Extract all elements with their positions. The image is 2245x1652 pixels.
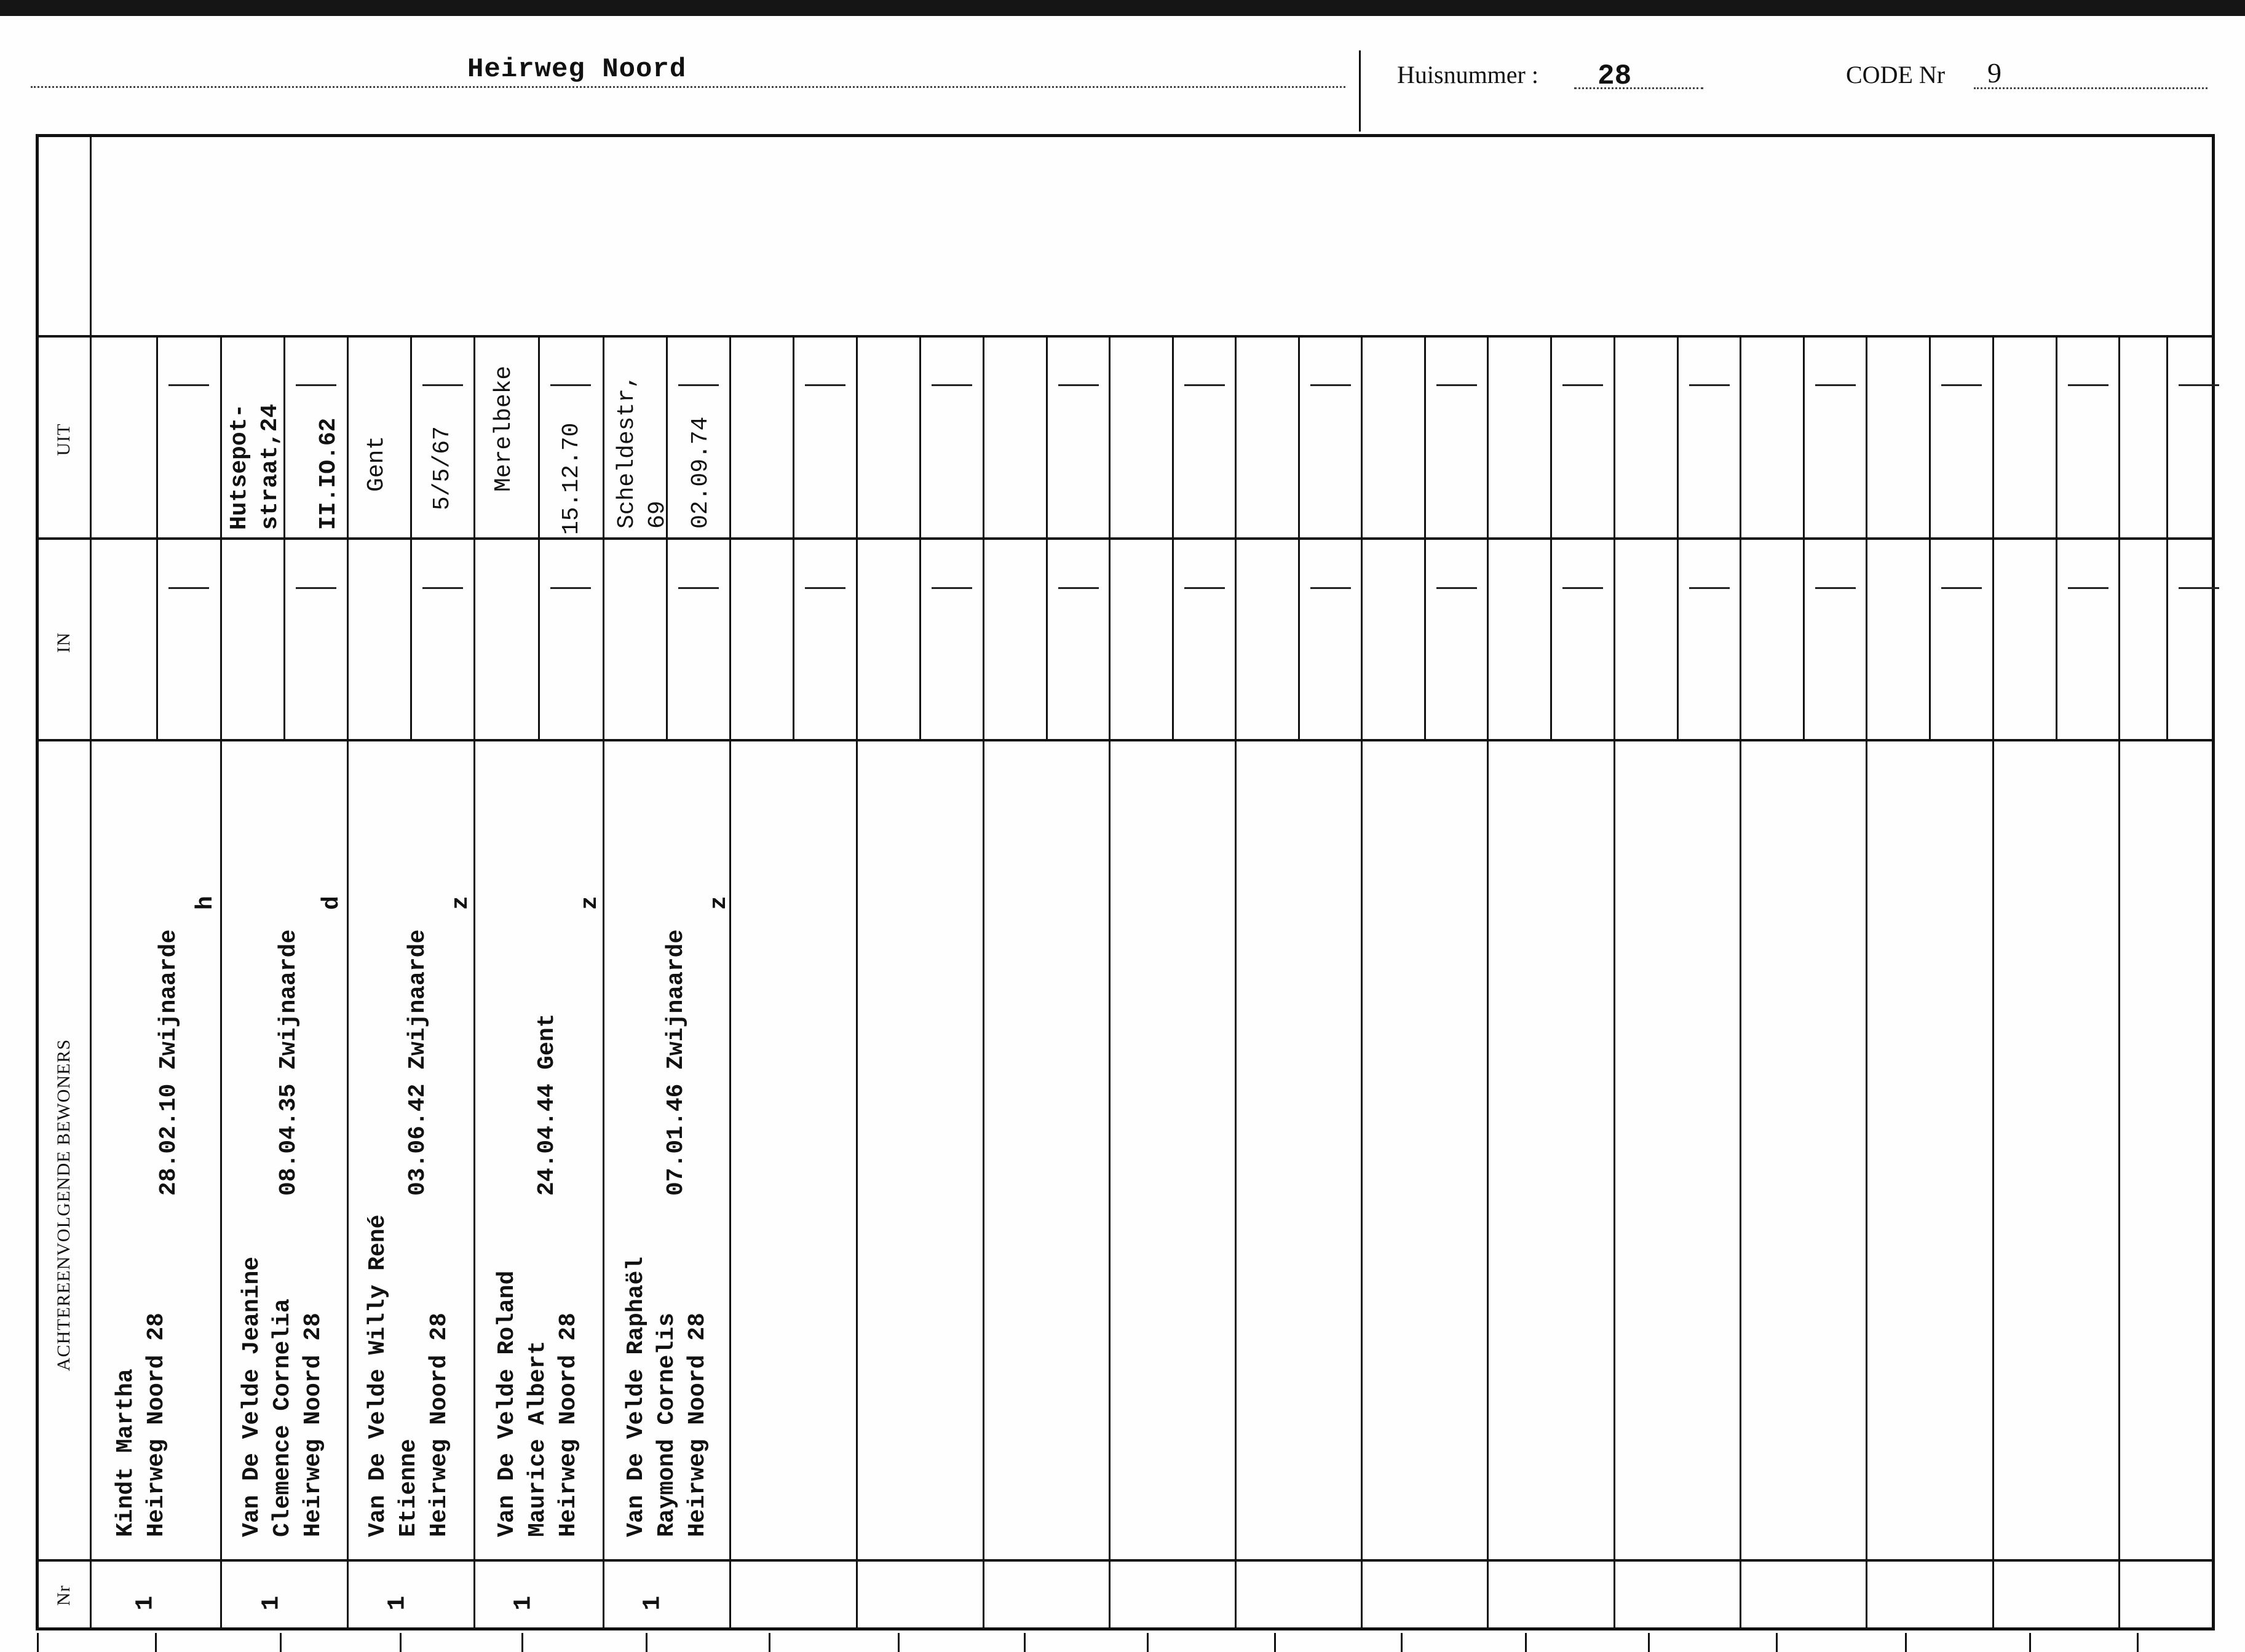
column-divider xyxy=(1109,338,1111,1628)
bottom-tick xyxy=(1776,1633,1778,1652)
bottom-tick xyxy=(1274,1633,1276,1652)
entry-3-uit-place: Gent xyxy=(363,435,390,492)
entry-5-nr: 1 xyxy=(639,1595,667,1611)
in-date-dash xyxy=(805,587,845,589)
entry-4-nr: 1 xyxy=(510,1595,538,1611)
row-label-bewoners: ACHTEREENVOLGENDE BEWONERS xyxy=(53,1038,74,1372)
uit-date-dash xyxy=(1184,384,1225,386)
subcolumn-divider xyxy=(1424,338,1426,739)
column-divider xyxy=(1866,338,1867,1628)
in-date-dash xyxy=(932,587,972,589)
house-number-dotted-line xyxy=(1574,87,1703,89)
house-number-value: 28 xyxy=(1598,60,1632,92)
entry-3-uit-date: 5/5/67 xyxy=(429,426,456,510)
entry-3-name: Van De Velde Willy René Etienne Heirweg Noord 28 xyxy=(365,1214,453,1537)
column-divider xyxy=(347,338,349,1628)
bottom-tick xyxy=(1147,1633,1149,1652)
uit-date-dash xyxy=(2068,384,2108,386)
row-label-uit: UIT xyxy=(53,423,74,456)
street-name: Heirweg Noord xyxy=(467,54,687,85)
subcolumn-divider xyxy=(2056,338,2057,739)
bottom-tick xyxy=(1905,1633,1907,1652)
uit-date-dash xyxy=(2179,384,2219,386)
subcolumn-divider xyxy=(410,338,412,739)
bottom-tick xyxy=(1648,1633,1650,1652)
entry-2-uit-date: II.IO.62 xyxy=(315,417,342,530)
in-date-dash xyxy=(678,587,719,589)
in-date-dash xyxy=(296,587,336,589)
column-divider xyxy=(603,338,604,1628)
entry-1-name: Kindt Martha Heirweg Noord 28 xyxy=(113,1313,170,1537)
divider-label-top xyxy=(38,335,92,338)
subcolumn-divider xyxy=(156,338,158,739)
entry-4-birth: 24.04.44 Gent xyxy=(534,1013,560,1196)
subcolumn-divider xyxy=(793,338,794,739)
entry-4-name: Van De Velde Roland Maurice Albert Heirweg Noord 28 xyxy=(494,1270,582,1537)
column-divider xyxy=(856,338,858,1628)
entry-5-uit-date: 02.09.74 xyxy=(687,416,714,529)
subcolumn-divider xyxy=(538,338,540,739)
in-date-dash xyxy=(550,587,591,589)
bottom-tick xyxy=(521,1633,523,1652)
in-date-dash xyxy=(1058,587,1099,589)
row-label-nr: Nr xyxy=(53,1585,74,1606)
entry-3-birth: 03.06.42 Zwijnaarde xyxy=(405,929,431,1196)
entry-4-uit-date: 15.12.70 xyxy=(558,422,585,535)
column-divider xyxy=(729,338,731,1628)
column-divider xyxy=(1740,338,1741,1628)
entry-4-mark: z xyxy=(577,896,603,910)
in-date-dash xyxy=(2068,587,2108,589)
in-date-dash xyxy=(1184,587,1225,589)
entry-3-mark: z xyxy=(448,896,474,910)
uit-date-dash xyxy=(168,384,209,386)
subcolumn-divider xyxy=(1550,338,1552,739)
divider-uit-in xyxy=(38,537,2214,540)
bottom-tick xyxy=(769,1633,770,1652)
uit-date-dash xyxy=(1689,384,1730,386)
column-divider xyxy=(1235,338,1237,1628)
label-column-divider xyxy=(90,136,92,1628)
subcolumn-divider xyxy=(1803,338,1805,739)
header-separator xyxy=(1359,50,1361,132)
entry-1-mark: h xyxy=(192,896,219,910)
uit-date-dash xyxy=(550,384,591,386)
entry-2-uit-place: Hutsepot- straat,24 xyxy=(226,403,283,530)
in-date-dash xyxy=(1815,587,1856,589)
uit-date-dash xyxy=(1815,384,1856,386)
uit-date-dash xyxy=(1058,384,1099,386)
uit-date-dash xyxy=(1436,384,1477,386)
in-date-dash xyxy=(1689,587,1730,589)
uit-date-dash xyxy=(1562,384,1603,386)
in-date-dash xyxy=(168,587,209,589)
bottom-tick xyxy=(37,1633,39,1652)
uit-date-dash xyxy=(422,384,463,386)
code-value: 9 xyxy=(1987,57,2001,89)
bottom-tick xyxy=(280,1633,282,1652)
divider-in-bewoners xyxy=(38,739,2214,741)
entry-2-birth: 08.04.35 Zwijnaarde xyxy=(275,929,302,1196)
entry-5-name: Van De Velde Raphaël Raymond Cornelis Heirweg Noord 28 xyxy=(623,1256,711,1537)
bottom-tick xyxy=(2137,1633,2139,1652)
entry-1-nr: 1 xyxy=(132,1595,160,1611)
bottom-tick xyxy=(898,1633,900,1652)
entry-2-nr: 1 xyxy=(258,1595,286,1611)
entry-5-birth: 07.01.46 Zwijnaarde xyxy=(663,929,689,1196)
bottom-tick xyxy=(400,1633,402,1652)
column-divider xyxy=(1487,338,1489,1628)
row-label-in: IN xyxy=(53,632,74,653)
entry-4-uit-place: Merelbeke xyxy=(491,365,517,492)
bottom-tick xyxy=(2029,1633,2031,1652)
bottom-tick xyxy=(1525,1633,1527,1652)
entry-5-uit-place: Scheldestr, 69 xyxy=(614,374,671,529)
subcolumn-divider xyxy=(1172,338,1174,739)
street-dotted-line xyxy=(31,86,1345,88)
uit-date-dash xyxy=(805,384,845,386)
subcolumn-divider xyxy=(283,338,285,739)
uit-date-dash xyxy=(932,384,972,386)
in-date-dash xyxy=(1941,587,1982,589)
bottom-tick xyxy=(1024,1633,1026,1652)
uit-date-dash xyxy=(296,384,336,386)
subcolumn-divider xyxy=(1046,338,1048,739)
in-date-dash xyxy=(2179,587,2219,589)
subcolumn-divider xyxy=(2166,338,2168,739)
entry-2-name: Van De Velde Jeanine Clemence Cornelia Heirweg Noord 28 xyxy=(239,1256,327,1537)
house-number-label: Huisnummer : xyxy=(1397,61,1538,89)
bottom-tick xyxy=(1401,1633,1403,1652)
uit-date-dash xyxy=(678,384,719,386)
subcolumn-divider xyxy=(1929,338,1931,739)
in-date-dash xyxy=(1562,587,1603,589)
scan-top-border xyxy=(0,0,2245,16)
subcolumn-divider xyxy=(1298,338,1300,739)
column-divider xyxy=(1361,338,1363,1628)
column-divider xyxy=(1992,338,1994,1628)
column-divider xyxy=(220,338,222,1628)
column-divider xyxy=(473,338,475,1628)
entry-3-nr: 1 xyxy=(384,1595,412,1611)
in-date-dash xyxy=(1436,587,1477,589)
code-dotted-line xyxy=(1974,87,2207,89)
column-divider xyxy=(2118,338,2120,1628)
in-date-dash xyxy=(1310,587,1351,589)
in-date-dash xyxy=(422,587,463,589)
bottom-tick xyxy=(155,1633,157,1652)
entry-5-mark: z xyxy=(706,896,732,910)
subcolumn-divider xyxy=(1677,338,1679,739)
column-divider xyxy=(1613,338,1615,1628)
uit-date-dash xyxy=(1310,384,1351,386)
uit-date-dash xyxy=(1941,384,1982,386)
code-label: CODE Nr xyxy=(1846,61,1946,89)
entry-1-birth: 28.02.10 Zwijnaarde xyxy=(156,929,182,1196)
entry-2-mark: d xyxy=(319,896,345,910)
subcolumn-divider xyxy=(919,338,921,739)
bottom-tick xyxy=(646,1633,647,1652)
column-divider xyxy=(983,338,984,1628)
divider-bewoners-nr xyxy=(38,1559,2214,1562)
